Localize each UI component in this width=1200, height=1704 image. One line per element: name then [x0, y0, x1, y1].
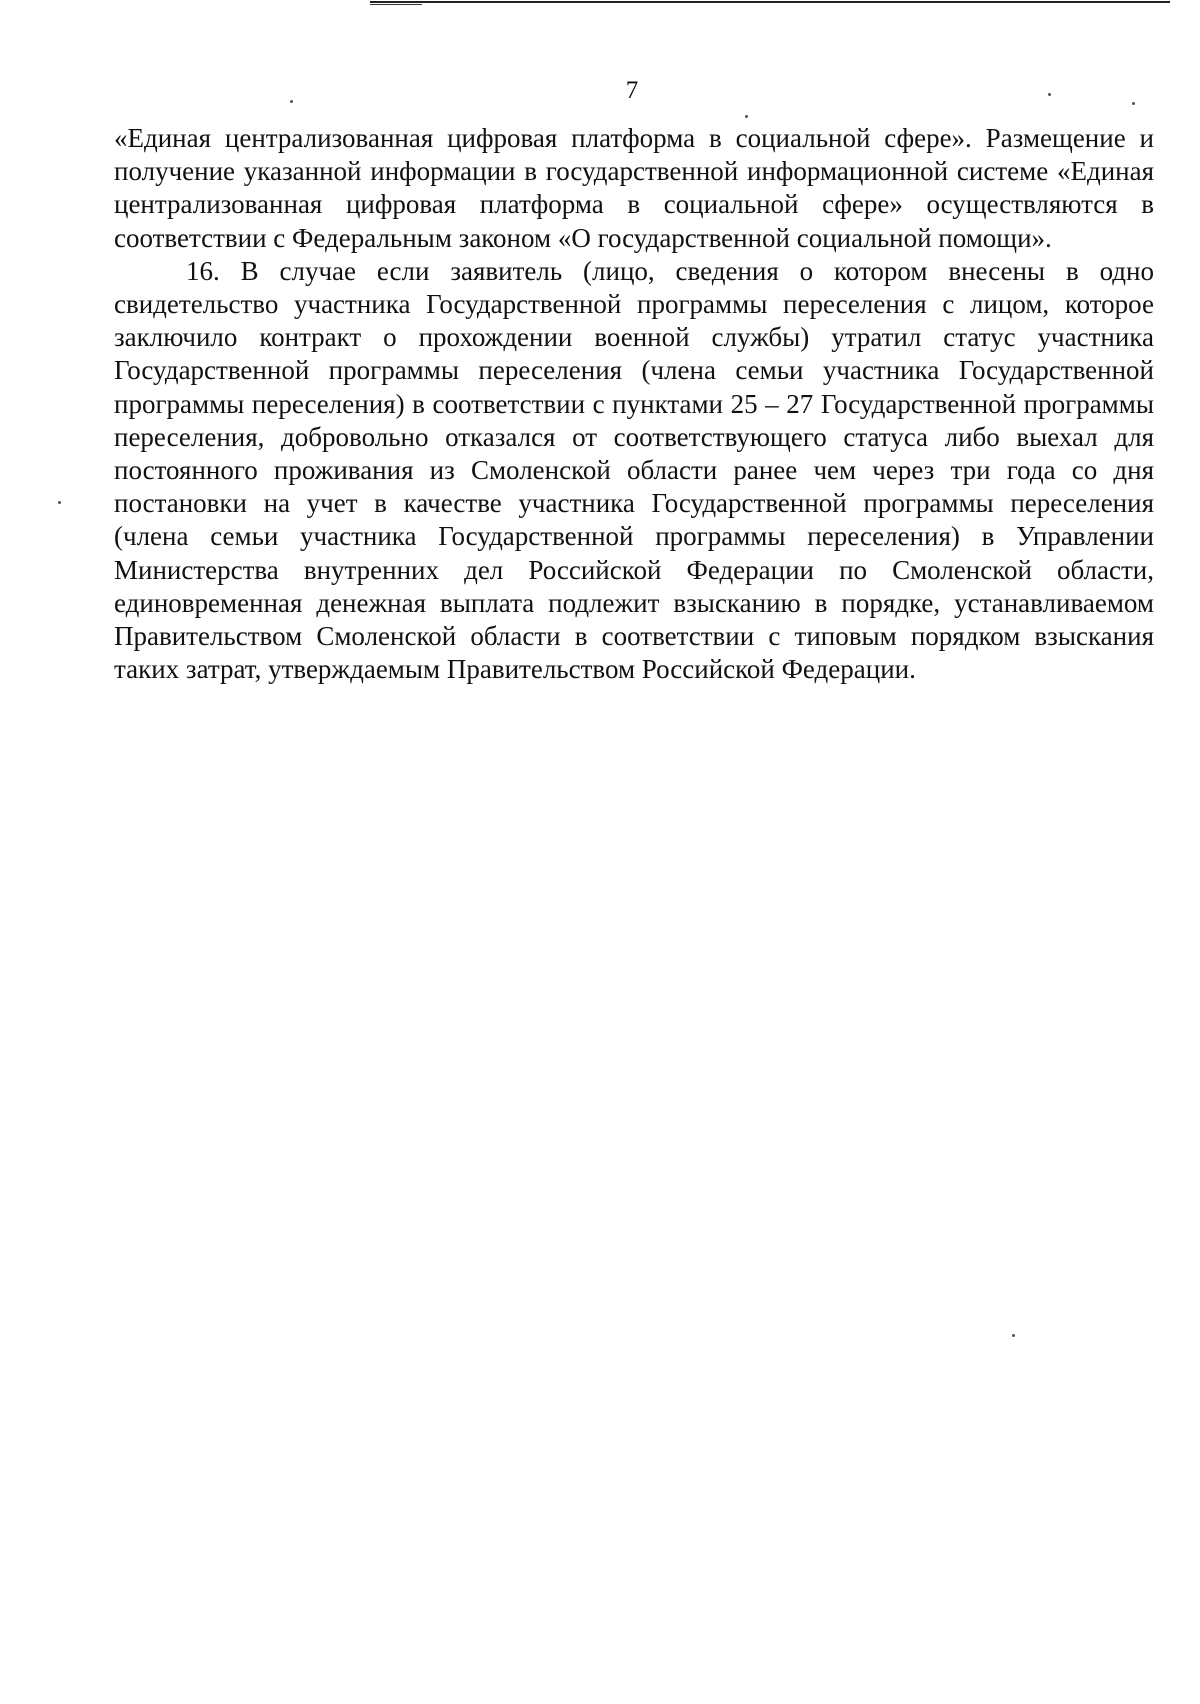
paragraph-16: 16. В случае если заявитель (лицо, сведения о котором внесены в одно свидетельство участника Государственной программы переселения с лицом, которое заключило контракт о прохождении военной службы) утратил статус участника Государственной программы переселения (члена семьи участника Государственной программы переселения) в соответствии с пунктами 25 – 27 Государственной программы переселения, добровольно отказался от соответствующего статуса либо выехал для постоянного проживания из Смоленской области ранее чем через три года со дня постановки на учет в качестве участника Государственной программы переселения (члена семьи участника Государственной программы переселения) в Управлении Министерства внутренних дел Российской Федерации по Смоленской области, единовременная денежная выплата подлежит взысканию в порядке, устанавливаемом Правительством Смоленской области в соответствии с типовым порядком взыскания таких затрат, утверждаемым Правительством Российской Федерации.	[114, 255, 1154, 685]
scan-speck	[1048, 93, 1051, 96]
scan-top-rule-segment	[370, 4, 422, 5]
page-number: 7	[625, 77, 639, 104]
scan-speck	[290, 100, 293, 103]
scan-speck	[1012, 1334, 1015, 1337]
document-body	[114, 122, 1154, 686]
scan-speck	[58, 501, 61, 504]
scan-speck	[1132, 102, 1135, 105]
scan-speck	[745, 115, 748, 118]
paragraph-continuation: «Единая централизованная цифровая платформа в социальной сфере». Размещение и получение указанной информации в государственной информационной системе «Единая централизованная цифровая платформа в социальной сфере» осуществляются в соответствии с Федеральным законом «О государственной социальной помощи».	[114, 123, 1154, 253]
scan-top-rule	[370, 1, 1170, 3]
